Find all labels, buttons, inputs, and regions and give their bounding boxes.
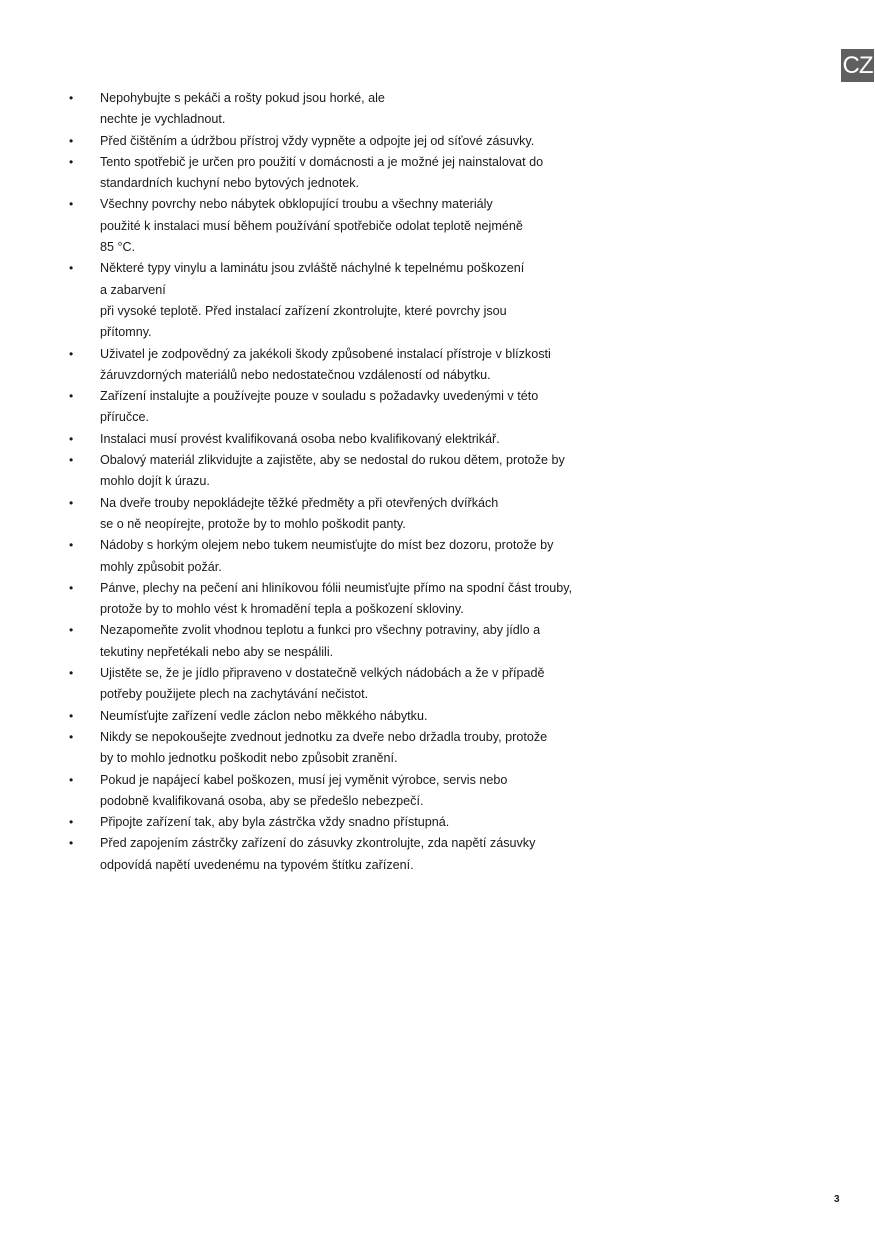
bullet-item <box>0 727 875 770</box>
bullet-item <box>0 812 875 833</box>
bullet-line: • Před zapojením zástrčky zařízení do zásuvky zkontrolujte, zda napětí zásuvky <box>100 836 536 851</box>
bullet-item <box>0 152 875 195</box>
bullet-line: • Nezapomeňte zvolit vhodnou teplotu a funkci pro všechny potraviny, aby jídlo a <box>100 623 541 638</box>
bullet-item <box>0 578 875 621</box>
bullet-line: použité k instalaci musí během používání spotřebiče odolat teplotě nejméně <box>100 218 523 233</box>
bullet-line: se o ně neopírejte, protože by to mohlo poškodit panty. <box>100 516 406 531</box>
bullet-line: • Obalový materiál zlikvidujte a zajistěte, aby se nedostal do rukou dětem, protože by <box>100 453 565 468</box>
bullet-line: • Nádoby s horkým olejem nebo tukem neumisťujte do míst bez dozoru, protože by <box>100 538 554 553</box>
bullet-item <box>0 706 875 727</box>
bullet-item <box>0 620 875 663</box>
bullet-item <box>0 770 875 813</box>
bullet-line: • Některé typy vinylu a laminátu jsou zvláště náchylné k tepelnému poškození <box>100 261 525 276</box>
bullet-line: mohlo dojít k úrazu. <box>100 474 210 489</box>
bullet-line: 85 °C. <box>100 240 136 255</box>
bullet-line: potřeby použijete plech na zachytávání nečistot. <box>100 687 369 702</box>
bullet-line: mohly způsobit požár. <box>100 559 222 574</box>
bullet-item <box>0 386 875 429</box>
bullet-line: standardních kuchyní nebo bytových jednotek. <box>100 176 360 191</box>
bullet-line: • Neumísťujte zařízení vedle záclon nebo měkkého nábytku. <box>100 708 428 723</box>
bullet-line: • Pokud je napájecí kabel poškozen, musí jej vyměnit výrobce, servis nebo <box>100 772 508 787</box>
bullet-line: • Ujistěte se, že je jídlo připraveno v dostatečně velkých nádobách a že v případě <box>100 666 545 681</box>
bullet-line: • Tento spotřebič je určen pro použití v domácnosti a je možné jej nainstalovat do <box>100 154 544 169</box>
bullet-line: protože by to mohlo vést k hromadění tepla a poškození skloviny. <box>100 602 464 617</box>
bullet-line: žáruvzdorných materiálů nebo nedostatečnou vzdáleností od nábytku. <box>100 367 491 382</box>
bullet-item <box>0 450 875 493</box>
bullet-line: • Nepohybujte s pekáči a rošty pokud jsou horké, ale <box>100 91 385 105</box>
bullet-item <box>0 344 875 387</box>
bullet-line: přítomny. <box>100 325 152 340</box>
bullet-item <box>0 258 875 343</box>
bullet-item <box>0 663 875 706</box>
bullet-line: a zabarvení <box>100 282 166 297</box>
bullet-line: při vysoké teplotě. Před instalací zařízení zkontrolujte, které povrchy jsou <box>100 303 507 318</box>
language-badge: CZ <box>841 49 874 82</box>
bullet-line: tekutiny nepřetékali nebo aby se nespálili. <box>100 644 334 659</box>
bullet-line: • Uživatel je zodpovědný za jakékoli škody způsobené instalací přístroje v blízkosti <box>100 346 551 361</box>
bullet-line: • Všechny povrchy nebo nábytek obklopující troubu a všechny materiály <box>100 197 493 212</box>
bullet-line: nechte je vychladnout. <box>100 112 226 127</box>
bullet-item <box>0 493 875 536</box>
bullet-item <box>0 429 875 450</box>
bullet-item <box>0 833 875 876</box>
bullet-item <box>0 88 875 131</box>
page-number: 3 <box>834 1194 840 1205</box>
bullet-line: • Nikdy se nepokoušejte zvednout jednotku za dveře nebo držadla trouby, protože <box>100 729 548 744</box>
bullet-line: příručce. <box>100 410 149 425</box>
bullet-line: by to mohlo jednotku poškodit nebo způsobit zranění. <box>100 751 398 766</box>
safety-instructions-list <box>0 88 875 876</box>
bullet-line: • Pánve, plechy na pečení ani hliníkovou fólii neumisťujte přímo na spodní část trouby, <box>100 580 573 595</box>
bullet-line: • Zařízení instalujte a používejte pouze v souladu s požadavky uvedenými v této <box>100 389 539 404</box>
bullet-line: • Na dveře trouby nepokládejte těžké předměty a při otevřených dvířkách <box>100 495 499 510</box>
bullet-item <box>0 535 875 578</box>
bullet-item <box>0 194 875 258</box>
bullet-line: podobně kvalifikovaná osoba, aby se předešlo nebezpečí. <box>100 793 424 808</box>
bullet-line: odpovídá napětí uvedenému na typovém štítku zařízení. <box>100 857 414 872</box>
bullet-line: • Před čištěním a údržbou přístroj vždy vypněte a odpojte jej od síťové zásuvky. <box>100 133 535 148</box>
bullet-item <box>0 131 875 152</box>
bullet-line: • Připojte zařízení tak, aby byla zástrčka vždy snadno přístupná. <box>100 815 450 830</box>
bullet-line: • Instalaci musí provést kvalifikovaná osoba nebo kvalifikovaný elektrikář. <box>100 431 500 446</box>
